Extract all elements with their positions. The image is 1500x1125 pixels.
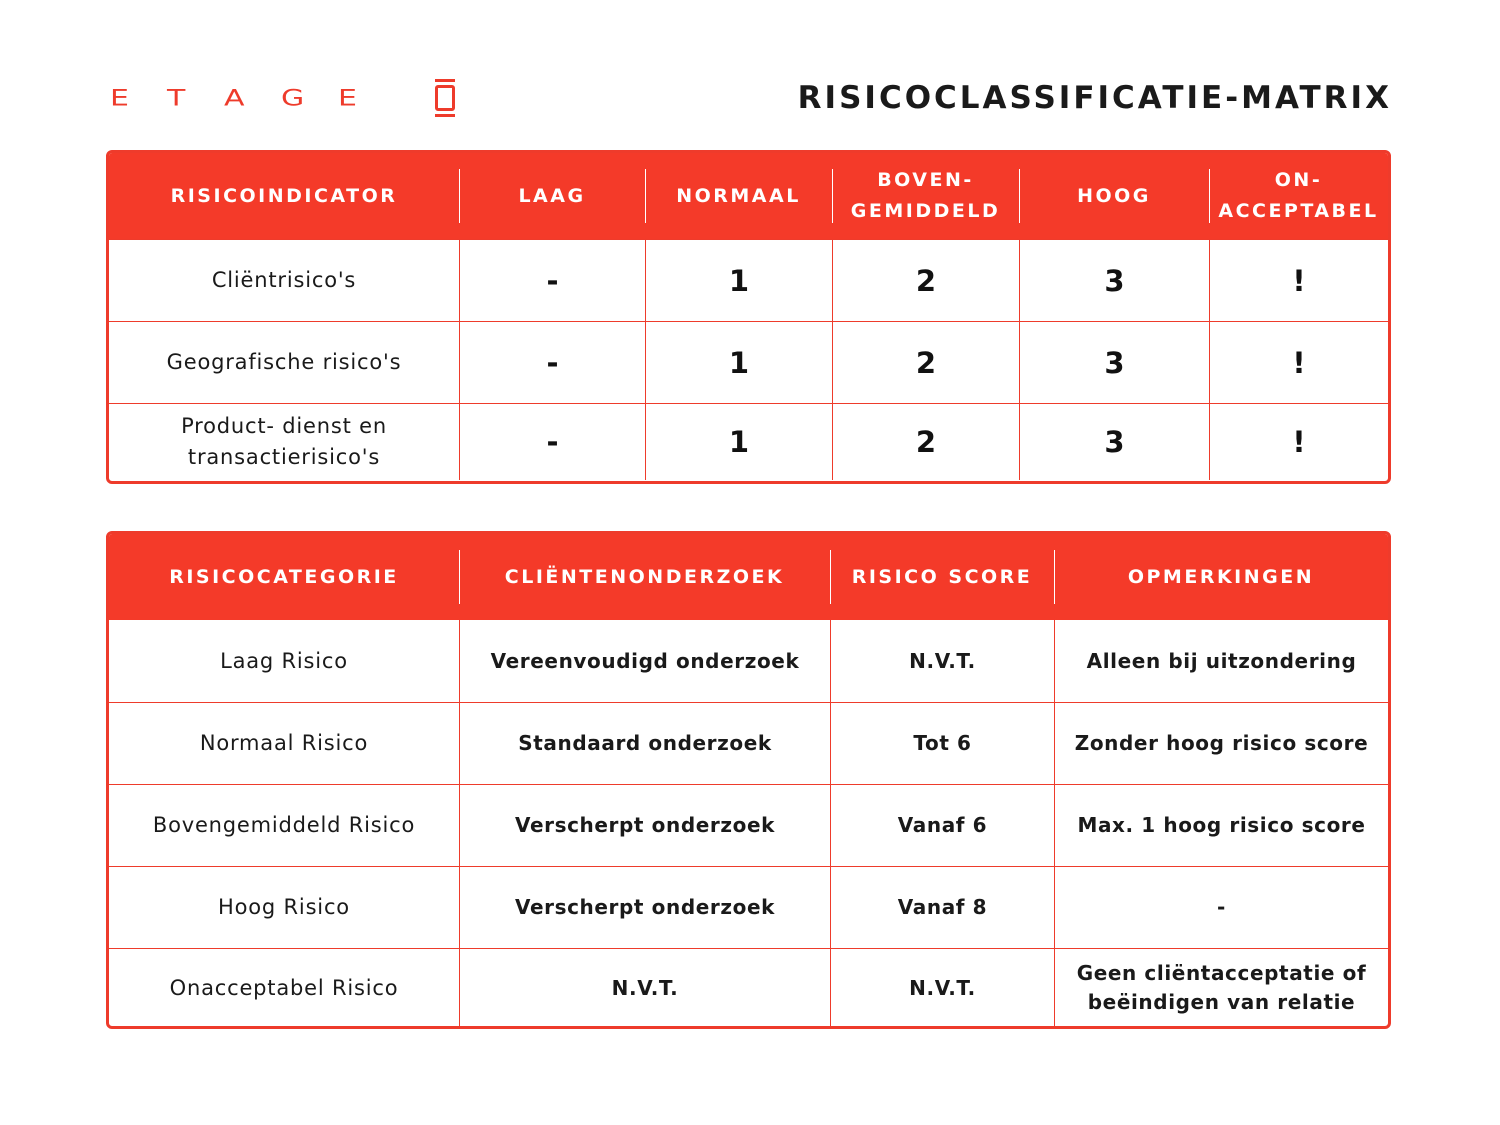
onderzoek-cell: Verscherpt onderzoek <box>459 867 830 948</box>
table-row <box>109 866 1388 948</box>
score-cell: ! <box>1209 322 1388 403</box>
header-cell: RISICO SCORE <box>830 534 1054 620</box>
etage-logo <box>110 78 455 118</box>
onderzoek-cell: Vereenvoudigd onderzoek <box>459 620 830 702</box>
score-cell: Tot 6 <box>830 703 1054 784</box>
score-cell: N.V.T. <box>830 949 1054 1027</box>
risk-category-table <box>106 531 1391 1029</box>
score-cell: 3 <box>1019 404 1209 480</box>
remark-cell: Max. 1 hoog risico score <box>1054 785 1388 866</box>
score-cell: ! <box>1209 240 1388 321</box>
score-cell: 2 <box>832 404 1019 480</box>
remark-cell: Alleen bij uitzondering <box>1054 620 1388 702</box>
logo-letter: E <box>110 84 129 112</box>
logo-letter: E <box>338 84 357 112</box>
table-header-row <box>109 153 1388 239</box>
row-label: Cliëntrisico's <box>211 268 357 292</box>
logo-letter: G <box>281 84 305 112</box>
header-cell: HOOG <box>1019 153 1209 239</box>
score-cell: - <box>459 240 645 321</box>
score-cell: Vanaf 6 <box>830 785 1054 866</box>
score-cell: N.V.T. <box>830 620 1054 702</box>
score-cell: 1 <box>645 240 832 321</box>
header-cell: RISICOINDICATOR <box>170 184 398 207</box>
table-row <box>109 784 1388 866</box>
page-title: RISICOCLASSIFICATIE-MATRIX <box>797 80 1392 116</box>
remark-cell: - <box>1054 867 1388 948</box>
score-cell: 3 <box>1019 322 1209 403</box>
score-cell: 1 <box>645 404 832 480</box>
score-cell: 3 <box>1019 240 1209 321</box>
header-cell: RISICOCATEGORIE <box>169 565 399 588</box>
category-cell: Laag Risico <box>220 648 348 673</box>
score-cell: 2 <box>832 322 1019 403</box>
header-cell: CLIËNTENONDERZOEK <box>459 534 830 620</box>
category-cell: Onacceptabel Risico <box>169 975 399 1000</box>
score-cell: - <box>459 404 645 480</box>
table-row <box>109 702 1388 784</box>
logo-letter: T <box>167 84 186 112</box>
onderzoek-cell: Standaard onderzoek <box>459 703 830 784</box>
score-cell: ! <box>1209 404 1388 480</box>
category-cell: Normaal Risico <box>199 731 369 755</box>
table-row <box>109 948 1388 1027</box>
header-cell: NORMAAL <box>645 153 832 239</box>
onderzoek-cell: N.V.T. <box>459 949 830 1027</box>
category-cell: Bovengemiddeld Risico <box>152 813 416 837</box>
category-cell: Hoog Risico <box>218 895 350 919</box>
risk-indicator-table <box>106 150 1391 484</box>
header-cell: BOVEN- GEMIDDELD <box>832 153 1019 239</box>
table-row <box>109 239 1388 321</box>
score-cell: - <box>459 322 645 403</box>
onderzoek-cell: Verscherpt onderzoek <box>459 785 830 866</box>
header-cell: LAAG <box>459 153 645 239</box>
table-row <box>109 620 1388 702</box>
table-row <box>109 321 1388 403</box>
score-cell: 2 <box>832 240 1019 321</box>
row-label: Product- dienst en transactierisico's <box>181 414 387 469</box>
score-cell: Vanaf 8 <box>830 867 1054 948</box>
table-row <box>109 403 1388 480</box>
logo-letter: A <box>224 84 245 112</box>
logo-o-mark-icon <box>435 85 455 111</box>
score-cell: 1 <box>645 322 832 403</box>
header-cell: OPMERKINGEN <box>1054 534 1388 620</box>
remark-cell: Geen cliëntacceptatie of beëindigen van relatie <box>1054 949 1388 1027</box>
header-cell: ON- ACCEPTABEL <box>1209 153 1388 239</box>
remark-cell: Zonder hoog risico score <box>1054 703 1388 784</box>
table-header-row <box>109 534 1388 620</box>
row-label: Geografische risico's <box>166 350 402 374</box>
